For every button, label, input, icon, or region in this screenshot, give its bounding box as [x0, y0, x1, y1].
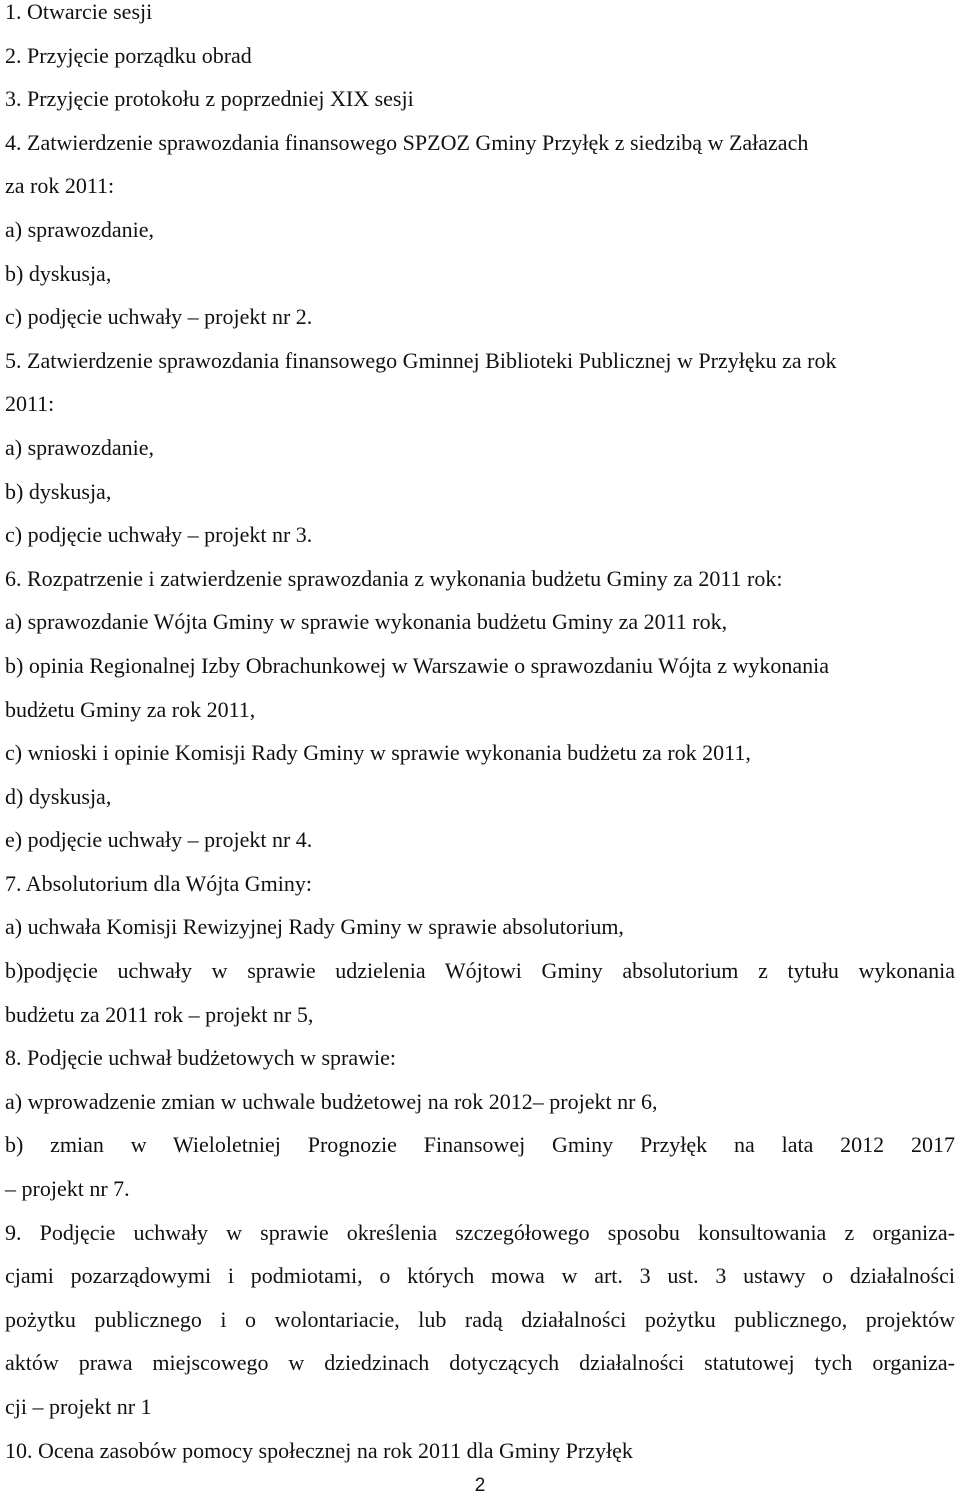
- page-number: 2: [474, 1475, 486, 1496]
- agenda-item-8-b: b) zmian w Wieloletniej Prognozie Finansowej Gminy Przyłęk na lata 2012 2017: [5, 1132, 955, 1158]
- agenda-item-5-b: b) dyskusja,: [5, 478, 112, 504]
- agenda-item-6-d: d) dyskusja,: [5, 783, 112, 809]
- agenda-item-8-title: 8. Podjęcie uchwał budżetowych w sprawie:: [5, 1045, 396, 1071]
- agenda-item-9-line-5: cji – projekt nr 1: [5, 1394, 152, 1419]
- agenda-item-4-title: 4. Zatwierdzenie sprawozdania finansowego SPZOZ Gminy Przyłęk z siedzibą w Załazach: [5, 129, 809, 155]
- agenda-item-5-a: a) sprawozdanie,: [5, 434, 155, 460]
- agenda-item-7-b-cont: budżetu za 2011 rok – projekt nr 5,: [5, 1001, 314, 1027]
- agenda-item-6-b-cont: budżetu Gminy za rok 2011,: [5, 696, 256, 722]
- agenda-item-5-title: 5. Zatwierdzenie sprawozdania finansowego Gminnej Biblioteki Publicznej w Przyłęku za rok: [5, 347, 837, 373]
- agenda-item-7-a: a) uchwała Komisji Rewizyjnej Rady Gminy w sprawie absolutorium,: [5, 914, 624, 940]
- agenda-item-9-line-3: pożytku publicznego i o wolontariacie, lub radą działalności pożytku publicznego, projektów: [5, 1306, 955, 1332]
- agenda-item-8-b-cont: – projekt nr 7.: [5, 1176, 130, 1202]
- agenda-item-1: 1. Otwarcie sesji: [5, 0, 153, 24]
- agenda-item-6-e: e) podjęcie uchwały – projekt nr 4.: [5, 827, 313, 853]
- agenda-item-5-title-cont: 2011:: [5, 391, 55, 417]
- agenda-item-3: 3. Przyjęcie protokołu z poprzedniej XIX sesji: [5, 86, 414, 112]
- agenda-item-5-c: c) podjęcie uchwały – projekt nr 3.: [5, 522, 313, 548]
- agenda-item-10: 10. Ocena zasobów pomocy społecznej na rok 2011 dla Gminy Przyłęk: [5, 1437, 633, 1463]
- agenda-item-7-b: b)podjęcie uchwały w sprawie udzielenia Wójtowi Gminy absolutorium z tytułu wykonania: [5, 958, 955, 984]
- agenda-item-9-line-1: 9. Podjęcie uchwały w sprawie określenia szczegółowego sposobu konsultowania z organiza-: [5, 1219, 955, 1245]
- agenda-item-9-line-4: aktów prawa miejscowego w dziedzinach dotyczących działalności statutowej tych organiza-: [5, 1350, 955, 1376]
- agenda-item-7-title: 7. Absolutorium dla Wójta Gminy:: [5, 870, 312, 896]
- agenda-item-8-a: a) wprowadzenie zmian w uchwale budżetowej na rok 2012– projekt nr 6,: [5, 1088, 658, 1114]
- agenda-item-4-a: a) sprawozdanie,: [5, 216, 155, 242]
- agenda-item-6-c: c) wnioski i opinie Komisji Rady Gminy w sprawie wykonania budżetu za rok 2011,: [5, 740, 751, 766]
- agenda-item-6-a: a) sprawozdanie Wójta Gminy w sprawie wykonania budżetu Gminy za 2011 rok,: [5, 609, 728, 635]
- agenda-item-4-b: b) dyskusja,: [5, 260, 112, 286]
- agenda-item-9-line-2: cjami pozarządowymi i podmiotami, o których mowa w art. 3 ust. 3 ustawy o działalności: [5, 1263, 955, 1289]
- agenda-item-2: 2. Przyjęcie porządku obrad: [5, 42, 252, 68]
- agenda-item-4-c: c) podjęcie uchwały – projekt nr 2.: [5, 304, 313, 330]
- agenda-item-4-title-cont: za rok 2011:: [5, 173, 115, 199]
- agenda-item-6-title: 6. Rozpatrzenie i zatwierdzenie sprawozdania z wykonania budżetu Gminy za 2011 rok:: [5, 565, 783, 591]
- agenda-item-6-b: b) opinia Regionalnej Izby Obrachunkowej w Warszawie o sprawozdaniu Wójta z wykonania: [5, 652, 829, 678]
